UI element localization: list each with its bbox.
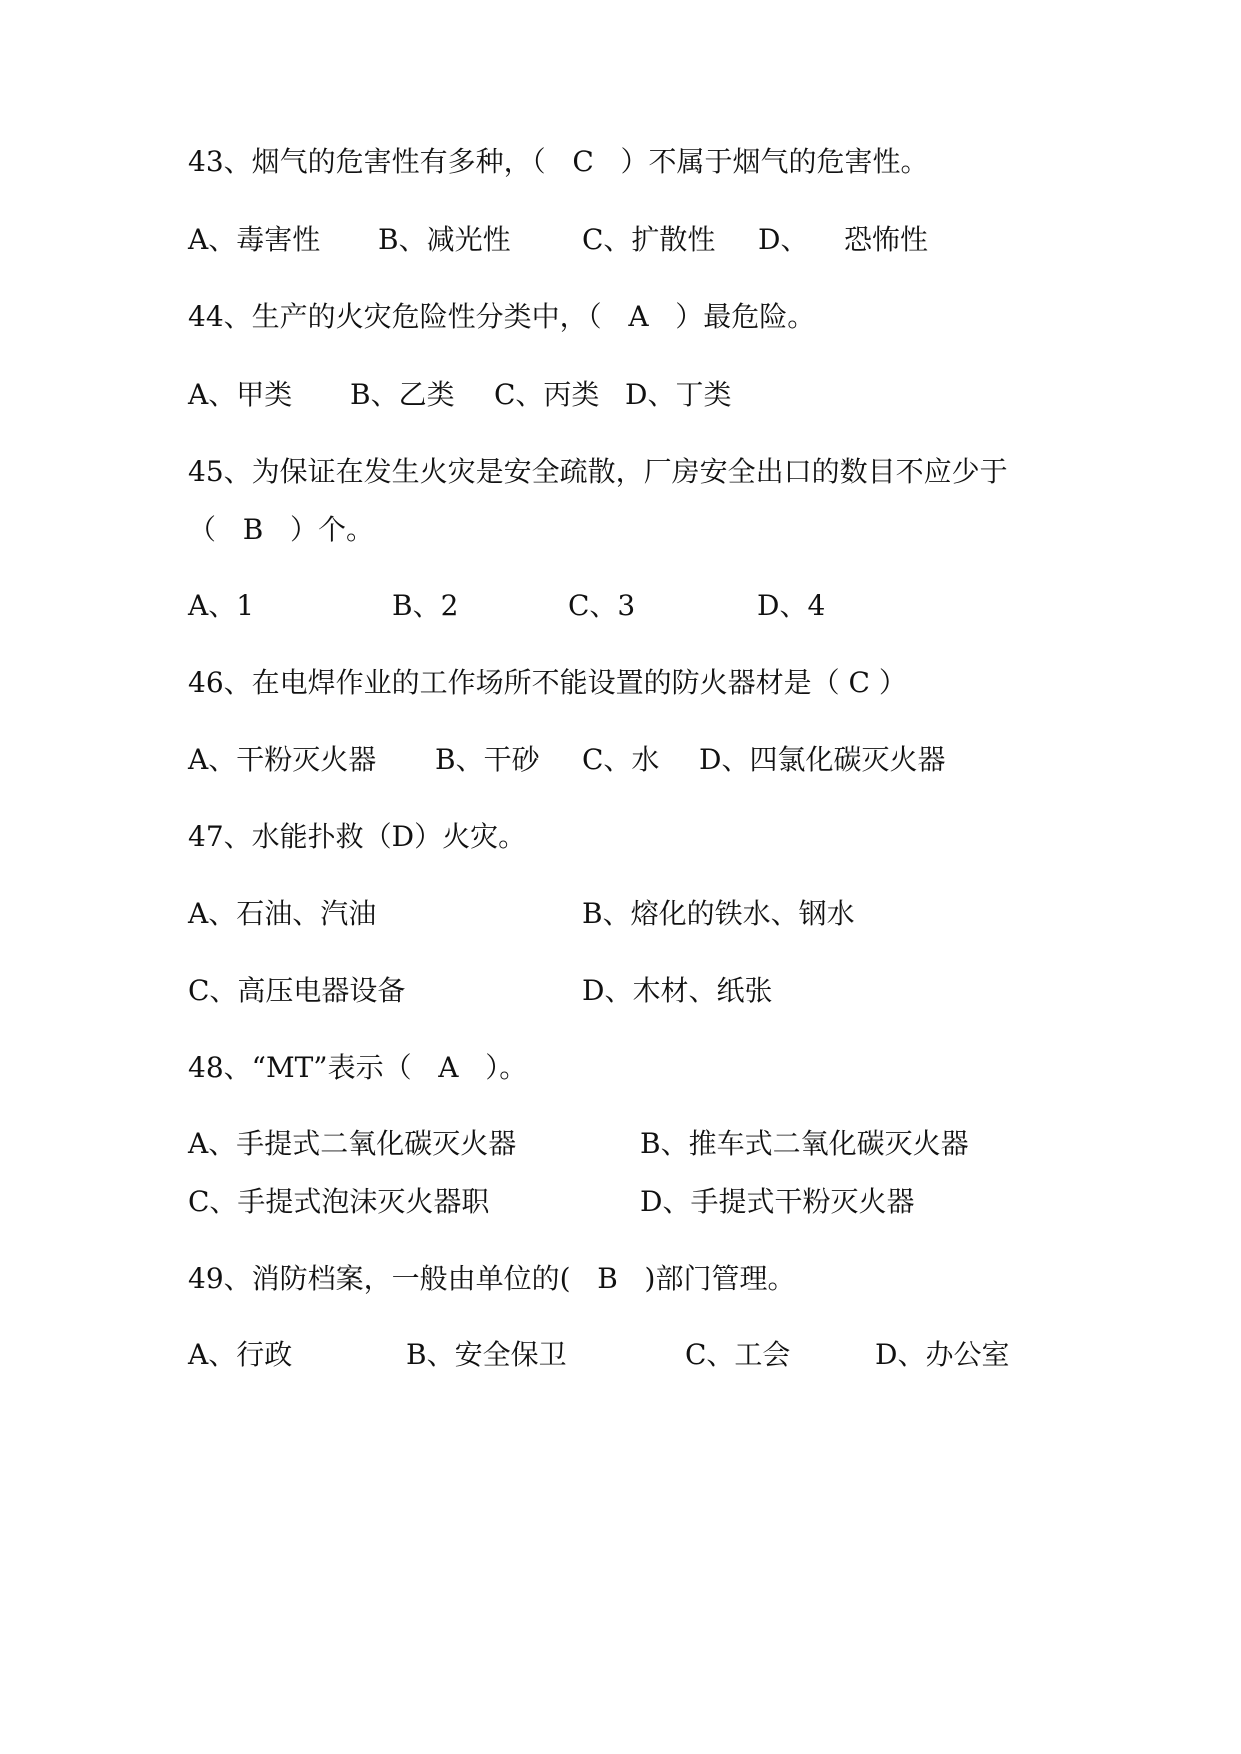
- question-44-stem: 44、生产的火灾危险性分类中，（ A ）最危险。: [188, 300, 816, 333]
- q46-option-c: C、水: [582, 743, 660, 776]
- q47-option-a: A、石油、汽油: [188, 897, 377, 930]
- q46-option-d: D、四氯化碳灭火器: [699, 743, 946, 776]
- question-45-stem: 45、为保证在发生火灾是安全疏散，厂房安全出口的数目不应少于: [188, 455, 1008, 488]
- q43-option-a: A、毒害性: [188, 223, 321, 256]
- q49-option-b: B、安全保卫: [406, 1338, 567, 1371]
- q49-option-c: C、工会: [685, 1338, 791, 1371]
- q46-option-a: A、干粉灭火器: [188, 743, 377, 776]
- question-48-stem: 48、“MT”表示（ A ）。: [188, 1051, 528, 1084]
- q45-option-c: C、3: [568, 589, 636, 622]
- q45-option-b: B、2: [392, 589, 459, 622]
- q46-option-b: B、干砂: [435, 743, 540, 776]
- question-49-stem: 49、消防档案，一般由单位的( B )部门管理。: [188, 1262, 796, 1295]
- q48-option-b: B、推车式二氧化碳灭火器: [640, 1127, 969, 1160]
- q47-option-c: C、高压电器设备: [188, 974, 406, 1007]
- q48-option-a: A、手提式二氧化碳灭火器: [188, 1127, 517, 1160]
- q44-option-a: A、甲类: [188, 378, 293, 411]
- q47-option-b: B、熔化的铁水、钢水: [582, 897, 855, 930]
- q44-option-c: C、丙类: [494, 378, 600, 411]
- q43-option-b: B、减光性: [378, 223, 511, 256]
- q49-option-a: A、行政: [188, 1338, 293, 1371]
- question-47-stem: 47、水能扑救（D）火灾。: [188, 820, 527, 853]
- q49-option-d: D、办公室: [875, 1338, 1010, 1371]
- q43-option-d: D、 恐怖性: [758, 223, 929, 256]
- q45-option-a: A、1: [188, 589, 255, 622]
- q43-option-c: C、扩散性: [582, 223, 716, 256]
- q44-option-d: D、丁类: [625, 378, 732, 411]
- q47-option-d: D、木材、纸张: [582, 974, 773, 1007]
- q48-option-d: D、手提式干粉灭火器: [640, 1185, 915, 1218]
- q44-option-b: B、乙类: [350, 378, 455, 411]
- question-43-stem: 43、烟气的危害性有多种，（ C ）不属于烟气的危害性。: [188, 145, 929, 178]
- q48-option-c: C、手提式泡沫灭火器职: [188, 1185, 490, 1218]
- question-45-stem-continued: （ B ）个。: [188, 513, 374, 546]
- q45-option-d: D、4: [757, 589, 826, 622]
- question-46-stem: 46、在电焊作业的工作场所不能设置的防火器材是（ C ）: [188, 666, 907, 699]
